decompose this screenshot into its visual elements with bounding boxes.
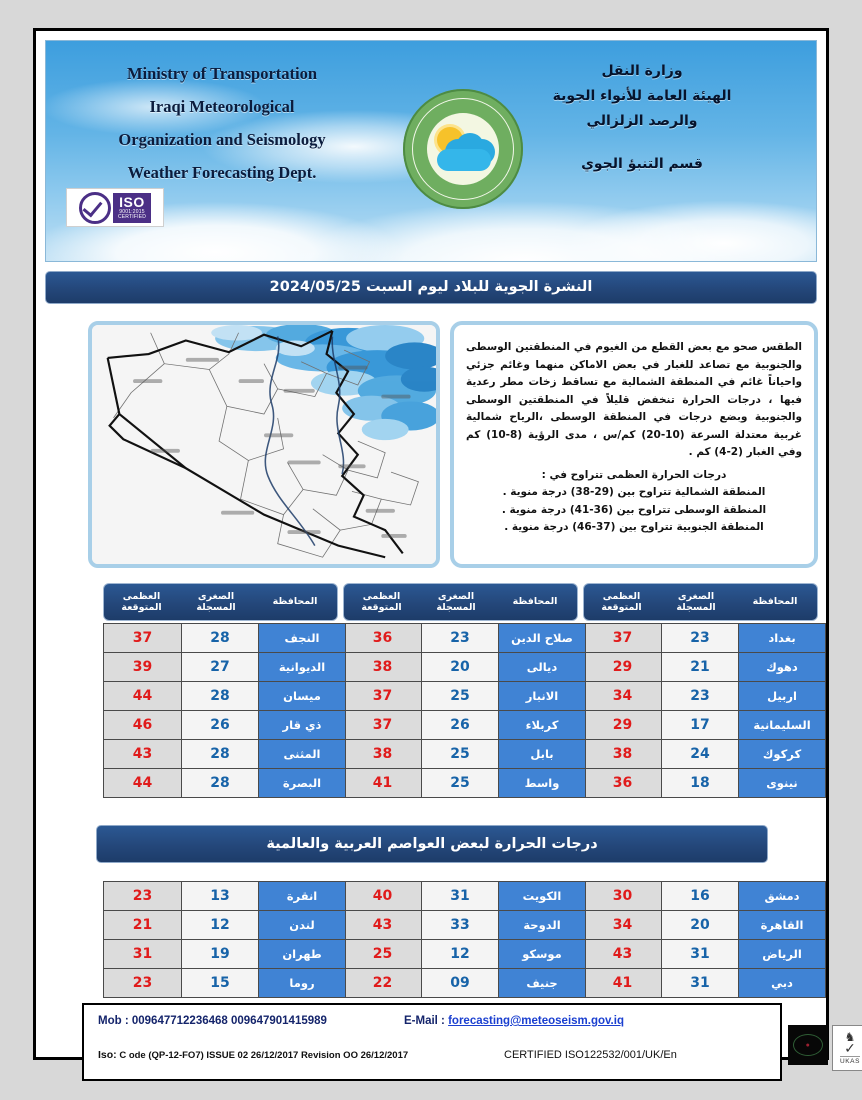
header-min-recorded: [659, 584, 733, 620]
header-banner: [45, 40, 817, 262]
max-temp: 40: [344, 882, 422, 911]
table-row: [104, 882, 346, 911]
min-temp: 12: [182, 911, 259, 940]
email-link[interactable]: forecasting@meteoseism.gov.iq: [448, 1015, 624, 1027]
table-row: [344, 653, 586, 682]
table-row: [344, 740, 586, 769]
header-max-line-2: المتوقعة: [361, 602, 402, 613]
governorate-name: السليمانية: [739, 711, 826, 740]
english-title-line-2: Iraqi Meteorological: [149, 97, 295, 116]
min-temp: 17: [662, 711, 739, 740]
min-temp: 13: [182, 882, 259, 911]
province-grid-right: [583, 623, 826, 798]
iso-badge-text: [113, 193, 151, 223]
range-north: المنطقة الشمالية تتراوح بين (29-38) درجة منوية .: [502, 486, 766, 498]
table-row: [344, 682, 586, 711]
table-row: [344, 624, 586, 653]
max-temp: 41: [584, 969, 662, 998]
min-temp: 20: [422, 653, 499, 682]
governorate-name: كربلاء: [499, 711, 586, 740]
capitals-block-mid: [343, 879, 578, 998]
max-temp: 25: [344, 940, 422, 969]
capitals-block-right: [583, 879, 818, 998]
province-table-block-mid: [343, 583, 578, 798]
table-row: [344, 769, 586, 798]
header-min-line-2: المسجلة: [676, 602, 716, 613]
iso-label: Iso:: [98, 1049, 117, 1061]
header-min-line-1: الصغرى: [677, 590, 715, 602]
map-svg: [92, 325, 436, 564]
min-temp: 09: [422, 969, 499, 998]
header-max-expected: [344, 584, 419, 620]
min-temp: 26: [182, 711, 259, 740]
table-row: [584, 882, 826, 911]
table-row: [104, 940, 346, 969]
iso-badge-certified: CERTIFIED: [117, 213, 147, 220]
min-temp: 19: [182, 940, 259, 969]
table-row: [344, 882, 586, 911]
header-min-recorded: [179, 584, 253, 620]
mobile-contact: [98, 1015, 327, 1027]
max-temp: 36: [344, 624, 422, 653]
city-name: طهران: [259, 940, 346, 969]
min-temp: 12: [422, 940, 499, 969]
governorate-name: واسط: [499, 769, 586, 798]
max-temp: 44: [104, 769, 182, 798]
governorate-name: ديالى: [499, 653, 586, 682]
governorate-name: المثنى: [259, 740, 346, 769]
province-grid-left: [103, 623, 346, 798]
header-max-line-1: العظمى: [602, 590, 641, 602]
capitals-block-left: [103, 879, 338, 998]
spacer: [492, 134, 792, 152]
header-max-line-1: العظمى: [362, 590, 401, 602]
header-max-expected: [104, 584, 179, 620]
min-temp: 27: [182, 653, 259, 682]
max-temp: 31: [104, 940, 182, 969]
ranges-intro: درجات الحرارة العظمى تتراوح في :: [541, 468, 727, 481]
email-label: E-Mail :: [404, 1015, 445, 1027]
governorate-name: ميسان: [259, 682, 346, 711]
max-temp: 43: [584, 940, 662, 969]
max-temp: 36: [584, 769, 662, 798]
crown-icon: ♞: [844, 1029, 856, 1044]
table-row: [584, 653, 826, 682]
min-temp: 28: [182, 769, 259, 798]
city-name: روما: [259, 969, 346, 998]
accreditation-seal-icon: [788, 1025, 828, 1065]
arabic-organization-title: [492, 59, 792, 177]
governorate-name: كركوك: [739, 740, 826, 769]
city-name: دمشق: [739, 882, 826, 911]
bulletin-page: [33, 28, 861, 1065]
iso-document-code: [98, 1049, 408, 1061]
max-temp: 44: [104, 682, 182, 711]
forecast-body: الطقس صحو مع بعض القطع من الغيوم في المنطقتين الوسطى والجنوبية مع تصاعد للغبار في بعض الاماكن منهما وغائم جزئي واحياناً غائم في المنطقة الشمالية مع تساقط زخات مطر رعدية فيها ، درجات الحرارة تنخفض قليلاً في المنطقتين الوسطى والجنوبية وبضع درجات في المنطقة الوسطى ،الرياح شمالية غربية معتدلة السرعة (10-20) كم/س ، مدى الرؤية (8-10) كم وفي الغبار (2-4) كم .: [466, 341, 802, 458]
header-max-expected: [584, 584, 659, 620]
capitals-section-title: درجات الحرارة لبعض العواصم العربية والعالمية: [96, 825, 768, 863]
max-temp: 43: [344, 911, 422, 940]
table-row: [104, 911, 346, 940]
min-temp: 25: [422, 740, 499, 769]
footer-certification-logos: [788, 1025, 861, 1077]
header-min-recorded: [419, 584, 493, 620]
certification-text: CERTIFIED ISO122532/001/UK/En: [504, 1049, 677, 1061]
table-row: [584, 969, 826, 998]
max-temp: 38: [584, 740, 662, 769]
forecast-ranges: [466, 467, 802, 537]
logo-emblem: [427, 113, 499, 185]
city-name: القاهرة: [739, 911, 826, 940]
arabic-title-line-3: والرصد الزلزالي: [586, 113, 698, 129]
arabic-title-line-2: الهيئة العامة للأنواء الجوية: [552, 88, 732, 104]
max-temp: 34: [584, 682, 662, 711]
english-title-line-4: Weather Forecasting Dept.: [127, 163, 317, 182]
city-name: جنيف: [499, 969, 586, 998]
table-row: [584, 769, 826, 798]
table-row: [344, 940, 586, 969]
table-row: [104, 969, 346, 998]
max-temp: 38: [344, 653, 422, 682]
table-row: [104, 653, 346, 682]
table-row: [584, 740, 826, 769]
max-temp: 38: [344, 740, 422, 769]
governorate-name: الديوانية: [259, 653, 346, 682]
table-header-row: [583, 583, 818, 621]
max-temp: 39: [104, 653, 182, 682]
table-row: [344, 711, 586, 740]
city-name: الكويت: [499, 882, 586, 911]
max-temp: 23: [104, 882, 182, 911]
iso-badge-name: ISO: [119, 193, 145, 210]
table-row: [104, 769, 346, 798]
ukas-check-icon: ✓: [844, 1039, 856, 1056]
table-row: [104, 682, 346, 711]
range-south: المنطقة الجنوبية تتراوح بين (37-46) درجة منوية .: [504, 521, 764, 533]
min-temp: 28: [182, 740, 259, 769]
header-governorate: المحافظة: [512, 596, 558, 608]
iso-badge-standard: 9001:2015: [119, 208, 145, 215]
max-temp: 46: [104, 711, 182, 740]
arabic-title-line-1: وزارة النقل: [601, 63, 683, 79]
city-name: دبي: [739, 969, 826, 998]
min-temp: 31: [662, 940, 739, 969]
capitals-temperature-tables: [88, 879, 818, 991]
governorate-name: صلاح الدين: [499, 624, 586, 653]
province-table-block-right: [583, 583, 818, 798]
max-temp: 22: [344, 969, 422, 998]
governorate-name: دهوك: [739, 653, 826, 682]
max-temp: 37: [104, 624, 182, 653]
header-max-line-2: المتوقعة: [601, 602, 642, 613]
governorate-name: بابل: [499, 740, 586, 769]
min-temp: 20: [662, 911, 739, 940]
table-row: [104, 711, 346, 740]
max-temp: 37: [584, 624, 662, 653]
header-min-line-1: الصغرى: [197, 590, 235, 602]
min-temp: 24: [662, 740, 739, 769]
cloud-base-icon: [437, 149, 491, 171]
max-temp: 34: [584, 911, 662, 940]
city-name: الدوحة: [499, 911, 586, 940]
capitals-grid-right: [583, 881, 826, 998]
english-title-line-3: Organization and Seismology: [118, 130, 326, 149]
capitals-grid-left: [103, 881, 346, 998]
city-name: لندن: [259, 911, 346, 940]
header-min-line-1: الصغرى: [437, 590, 475, 602]
province-temperature-tables: [88, 583, 818, 805]
header-min-line-2: المسجلة: [196, 602, 236, 613]
city-name: انقرة: [259, 882, 346, 911]
min-temp: 21: [662, 653, 739, 682]
min-temp: 15: [182, 969, 259, 998]
governorate-name: الانبار: [499, 682, 586, 711]
forecast-text-panel: [450, 321, 818, 568]
max-temp: 43: [104, 740, 182, 769]
mobile-label: Mob :: [98, 1015, 129, 1027]
governorate-name: البصرة: [259, 769, 346, 798]
min-temp: 23: [422, 624, 499, 653]
bulletin-title-bar: النشرة الجوية للبلاد ليوم السبت 2024/05/25: [45, 271, 817, 304]
min-temp: 18: [662, 769, 739, 798]
city-name: الرياض: [739, 940, 826, 969]
max-temp: 29: [584, 711, 662, 740]
table-row: [104, 624, 346, 653]
province-grid-mid: [343, 623, 586, 798]
min-temp: 33: [422, 911, 499, 940]
min-temp: 25: [422, 682, 499, 711]
seal-ellipse: ●: [793, 1034, 823, 1056]
table-row: [584, 624, 826, 653]
min-temp: 23: [662, 624, 739, 653]
governorate-name: النجف: [259, 624, 346, 653]
header-min-line-2: المسجلة: [436, 602, 476, 613]
max-temp: 23: [104, 969, 182, 998]
min-temp: 28: [182, 624, 259, 653]
governorate-name: ذي قار: [259, 711, 346, 740]
city-name: موسكو: [499, 940, 586, 969]
table-header-row: [103, 583, 338, 621]
ukas-logo-icon: [832, 1025, 862, 1071]
ukas-label: UKAS: [839, 1057, 861, 1065]
iraq-weather-map: [88, 321, 440, 568]
min-temp: 25: [422, 769, 499, 798]
header-governorate: المحافظة: [752, 596, 798, 608]
table-row: [584, 911, 826, 940]
governorate-name: اربيل: [739, 682, 826, 711]
checkmark-icon: [79, 192, 111, 224]
table-row: [104, 740, 346, 769]
footer-contact-box: [82, 1003, 782, 1081]
table-row: [344, 911, 586, 940]
min-temp: 31: [662, 969, 739, 998]
max-temp: 37: [344, 711, 422, 740]
header-max-line-2: المتوقعة: [121, 602, 162, 613]
iso-code-line: C ode (QP-12-FO7) ISSUE 02 26/12/2017 Revision OO 26/12/2017: [119, 1050, 409, 1061]
max-temp: 30: [584, 882, 662, 911]
mobile-numbers: 009647712236468 009647901415989: [131, 1015, 327, 1027]
max-temp: 41: [344, 769, 422, 798]
table-row: [584, 711, 826, 740]
min-temp: 31: [422, 882, 499, 911]
max-temp: 37: [344, 682, 422, 711]
header-governorate: المحافظة: [272, 596, 318, 608]
min-temp: 26: [422, 711, 499, 740]
table-row: [584, 940, 826, 969]
table-row: [584, 682, 826, 711]
min-temp: 28: [182, 682, 259, 711]
capitals-grid-mid: [343, 881, 586, 998]
province-table-block-left: [103, 583, 338, 798]
min-temp: 16: [662, 882, 739, 911]
english-title-line-1: Ministry of Transportation: [126, 64, 318, 83]
english-organization-title: [72, 57, 372, 189]
max-temp: 21: [104, 911, 182, 940]
max-temp: 29: [584, 653, 662, 682]
arabic-department-label: قسم التنبؤ الجوي: [581, 156, 703, 172]
min-temp: 23: [662, 682, 739, 711]
range-central: المنطقة الوسطى تتراوح بين (36-41) درجة منوية .: [501, 503, 767, 516]
table-header-row: [343, 583, 578, 621]
email-contact: [404, 1015, 624, 1027]
governorate-name: بغداد: [739, 624, 826, 653]
table-row: [344, 969, 586, 998]
governorate-name: نينوى: [739, 769, 826, 798]
iso-certification-badge: [66, 188, 164, 227]
header-max-line-1: العظمى: [122, 590, 161, 602]
